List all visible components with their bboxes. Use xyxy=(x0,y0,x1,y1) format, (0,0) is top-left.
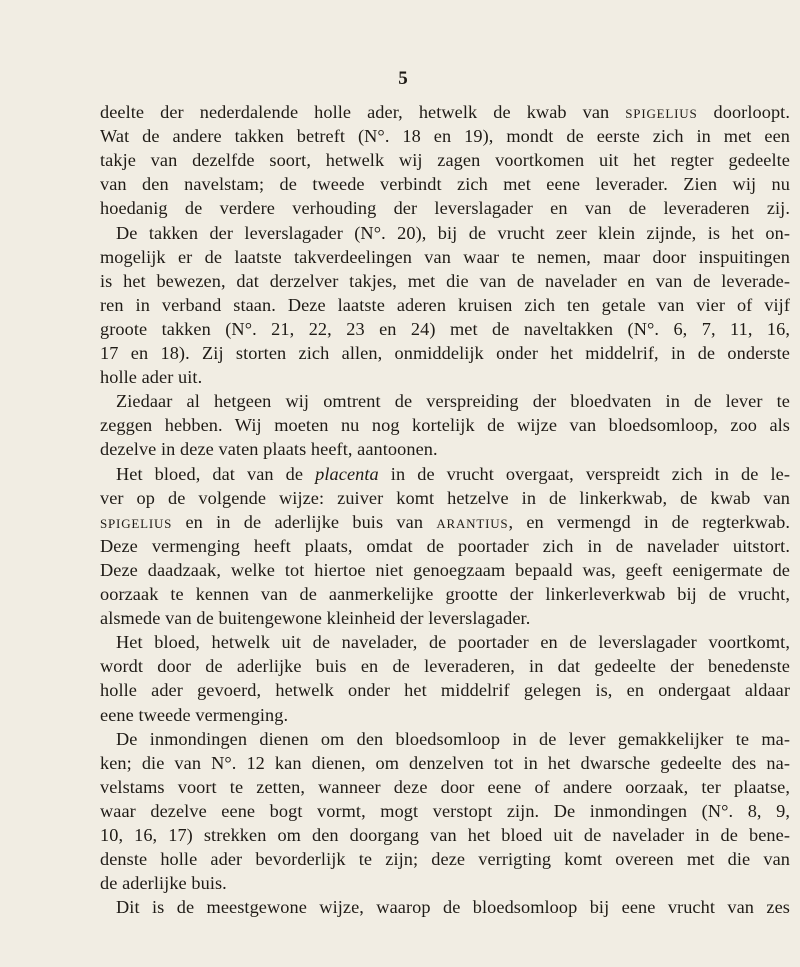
text-run: is het bewezen, dat derzelver takjes, met die van de navelader en van de leverade- xyxy=(100,270,790,291)
text-run: holle ader uit. xyxy=(100,367,203,388)
text-run: groote takken (N°. 21, 22, 23 en 24) met de naveltakken (N°. 6, 7, 11, 16, xyxy=(100,318,790,339)
italic-term: placenta xyxy=(315,463,379,484)
text-line xyxy=(100,148,790,173)
text-line xyxy=(100,751,790,776)
author-name: spigelius xyxy=(625,102,698,122)
text-line xyxy=(116,895,790,920)
text-run: Wat de andere takken betreft (N°. 18 en 19), mondt de eerste zich in met een xyxy=(100,126,790,147)
text-line xyxy=(100,678,790,703)
text-run: ken; die van N°. 12 kan dienen, om denzelven tot in het dwarsche gedeelte des na- xyxy=(100,752,790,773)
text-line xyxy=(100,124,790,149)
text-run: eene tweede vermenging. xyxy=(100,704,289,725)
text-run: hoedanig de verdere verhouding der leverslagader en van de leveraderen zij. xyxy=(100,198,790,219)
text-line xyxy=(100,558,790,583)
text-line xyxy=(100,847,790,872)
text-run: , en vermengd in de regterkwab. xyxy=(508,511,790,532)
text-line xyxy=(100,365,202,390)
text-line xyxy=(100,510,790,535)
text-run: de aderlijke buis. xyxy=(100,873,227,894)
text-run: Het bloed, dat van de xyxy=(116,463,316,484)
text-run: zeggen hebben. Wij moeten nu nog kortelijk de wijze van bloedsomloop, zoo als xyxy=(100,415,790,436)
author-name: arantius xyxy=(436,511,509,532)
text-line xyxy=(100,534,790,559)
text-line xyxy=(100,172,790,197)
text-line xyxy=(100,582,790,607)
text-line xyxy=(116,462,790,487)
text-run: De inmondingen dienen om den bloedsomloop in de lever gemakkelijker te ma- xyxy=(116,728,790,749)
text-line xyxy=(100,486,790,511)
text-run: alsmede van de buitengewone kleinheid der leverslagader. xyxy=(100,608,531,629)
text-run: van den navelstam; de tweede verbindt zich met eene leverader. Zien wij nu xyxy=(100,174,790,195)
text-line xyxy=(100,413,790,438)
text-run: wordt door de aderlijke buis en de leveraderen, in dat gedeelte der benedenste xyxy=(100,656,790,677)
text-run: holle ader gevoerd, hetwelk onder het middelrif gelegen is, en ondergaat aldaar xyxy=(100,680,790,701)
text-run: en in de aderlijke buis van xyxy=(172,511,437,532)
text-run: deelte der nederdalende holle ader, hetwelk de kwab van xyxy=(100,102,626,122)
text-run: denste holle ader bevorderlijk te zijn; deze verrigting komt overeen met die van xyxy=(100,849,790,870)
text-line xyxy=(100,196,790,221)
text-run: 17 en 18). Zij storten zich allen, onmiddelijk onder het middelrif, in de onderste xyxy=(100,343,790,363)
text-line xyxy=(100,100,790,125)
text-line xyxy=(116,221,790,246)
text-run: waar dezelve eene bogt vormt, mogt verstopt zijn. De inmondingen (N°. 8, 9, xyxy=(100,800,790,821)
text-run: Deze vermenging heeft plaats, omdat de poortader zich in de navelader uitstort. xyxy=(100,535,790,556)
text-line xyxy=(100,293,790,318)
text-line xyxy=(100,799,790,824)
text-line xyxy=(100,775,790,800)
text-run: Het bloed, hetwelk uit de navelader, de poortader en de leverslagader voortkomt, xyxy=(116,632,790,653)
text-line xyxy=(116,727,790,752)
text-run: takje van dezelfde soort, hetwelk wij zagen voortkomen uit het regter gedeelte xyxy=(100,150,790,171)
text-run: 10, 16, 17) strekken om den doorgang van het bloed uit de navelader in de bene- xyxy=(100,825,790,845)
text-run: in de vrucht overgaat, verspreidt zich in de le- xyxy=(378,463,790,484)
text-line xyxy=(100,245,790,270)
text-line xyxy=(100,269,790,294)
text-line xyxy=(100,317,790,342)
text-run: ren in verband staan. Deze laatste aderen kruisen zich ten getale van vier of vijf xyxy=(100,294,790,315)
page-number: 5 xyxy=(398,68,408,89)
text-run: Deze daadzaak, welke tot hiertoe niet genoegzaam bepaald was, geeft eenigermate de xyxy=(100,559,790,580)
text-run: De takken der leverslagader (N°. 20), bij de vrucht zeer klein zijnde, is het on- xyxy=(116,222,790,243)
text-run: Dit is de meestgewone wijze, waarop de bloedsomloop bij eene vrucht van zes xyxy=(116,897,790,918)
text-line xyxy=(116,389,790,414)
author-name: spigelius xyxy=(100,511,173,532)
text-run: dezelve in deze vaten plaats heeft, aantoonen. xyxy=(100,439,438,460)
text-run: mogelijk er de laatste takverdeelingen van waar te nemen, maar door inspuitingen xyxy=(100,246,790,267)
text-run: doorloopt. xyxy=(697,102,790,122)
text-line xyxy=(100,871,227,896)
text-line xyxy=(100,341,790,366)
text-run: Ziedaar al hetgeen wij omtrent de verspreiding der bloedvaten in de lever te xyxy=(116,391,790,412)
text-run: oorzaak te kennen van de aanmerkelijke grootte der linkerleverkwab bij de vrucht, xyxy=(100,584,790,604)
text-line xyxy=(100,654,790,679)
text-line xyxy=(100,606,530,631)
text-line xyxy=(100,823,790,848)
text-line xyxy=(100,437,438,462)
text-line xyxy=(116,630,790,655)
text-run: ver op de volgende wijze: zuiver komt hetzelve in de linkerkwab, de kwab van xyxy=(100,487,790,508)
text-line xyxy=(100,703,288,728)
text-run: velstams voort te zetten, wanneer deze door eene of andere oorzaak, ter plaatse, xyxy=(100,776,790,797)
